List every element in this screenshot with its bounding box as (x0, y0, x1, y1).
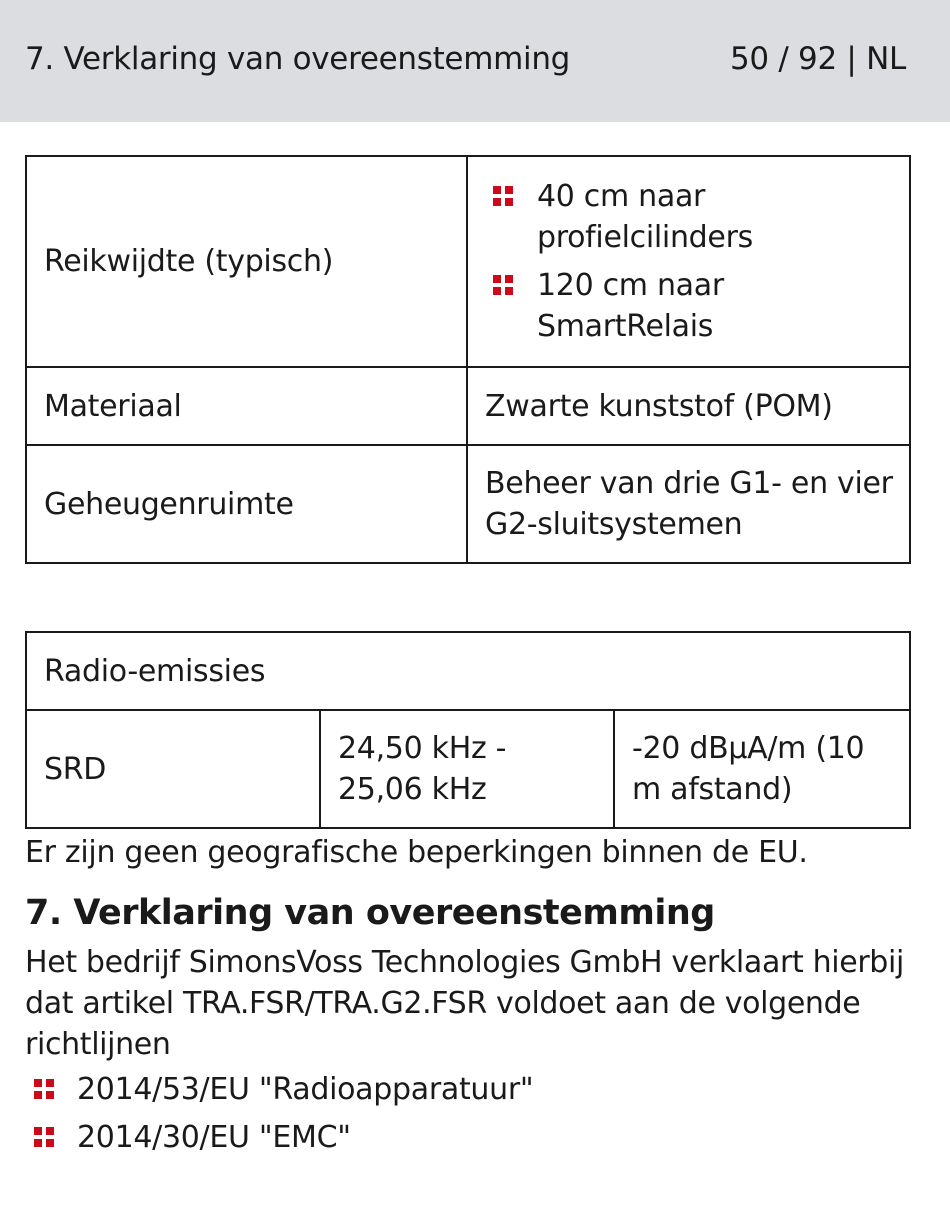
red-square-bullet-icon (493, 186, 513, 206)
list-item (25, 1069, 533, 1110)
spec-value-memory: Beheer van drie G1- en vier G2-sluitsystemen (467, 445, 910, 563)
list-item (485, 176, 893, 258)
list-item (25, 1117, 533, 1158)
red-square-bullet-icon (34, 1127, 54, 1147)
table-row (26, 156, 910, 367)
directive-list (25, 1069, 533, 1158)
radio-power-cell: -20 dBµA/m (10 m afstand) (614, 710, 910, 828)
radio-type-cell: SRD (26, 710, 320, 828)
section-heading: 7. Verklaring van overeenstemming (25, 893, 715, 933)
radio-frequency-cell: 24,50 kHz - 25,06 kHz (320, 710, 614, 828)
header-chapter-title: 7. Verklaring van overeenstemming (25, 41, 571, 77)
spec-label-material: Materiaal (26, 367, 467, 445)
range-item-text: 40 cm naar profielcilinders (537, 179, 753, 255)
spec-value-range (467, 156, 910, 367)
range-item-text: 120 cm naar SmartRelais (537, 268, 724, 344)
directive-text: 2014/53/EU "Radioapparatuur" (77, 1072, 534, 1107)
spec-label-memory: Geheugenruimte (26, 445, 467, 563)
table-row (26, 445, 910, 563)
list-item (485, 265, 893, 347)
table-row (26, 367, 910, 445)
table-header-row (26, 632, 910, 710)
page-header (0, 0, 950, 122)
spec-table (25, 155, 911, 564)
header-page-number: 50 / 92 | NL (729, 41, 906, 77)
red-square-bullet-icon (34, 1079, 54, 1099)
range-bullet-list (485, 176, 893, 347)
spec-value-material: Zwarte kunststof (POM) (467, 367, 910, 445)
declaration-text: Het bedrijf SimonsVoss Technologies GmbH verklaart hierbij dat artikel TRA.FSR/TRA.G2.FSR voldoet aan de volgende richtlijnen (25, 945, 904, 1062)
geo-restriction-note: Er zijn geen geografische beperkingen binnen de EU. (25, 835, 808, 870)
directive-text: 2014/30/EU "EMC" (77, 1120, 351, 1155)
radio-table-title: Radio-emissies (26, 632, 910, 710)
radio-emissions-table (25, 631, 911, 829)
red-square-bullet-icon (493, 275, 513, 295)
table-row (26, 710, 910, 828)
spec-label-range: Reikwijdte (typisch) (26, 156, 467, 367)
